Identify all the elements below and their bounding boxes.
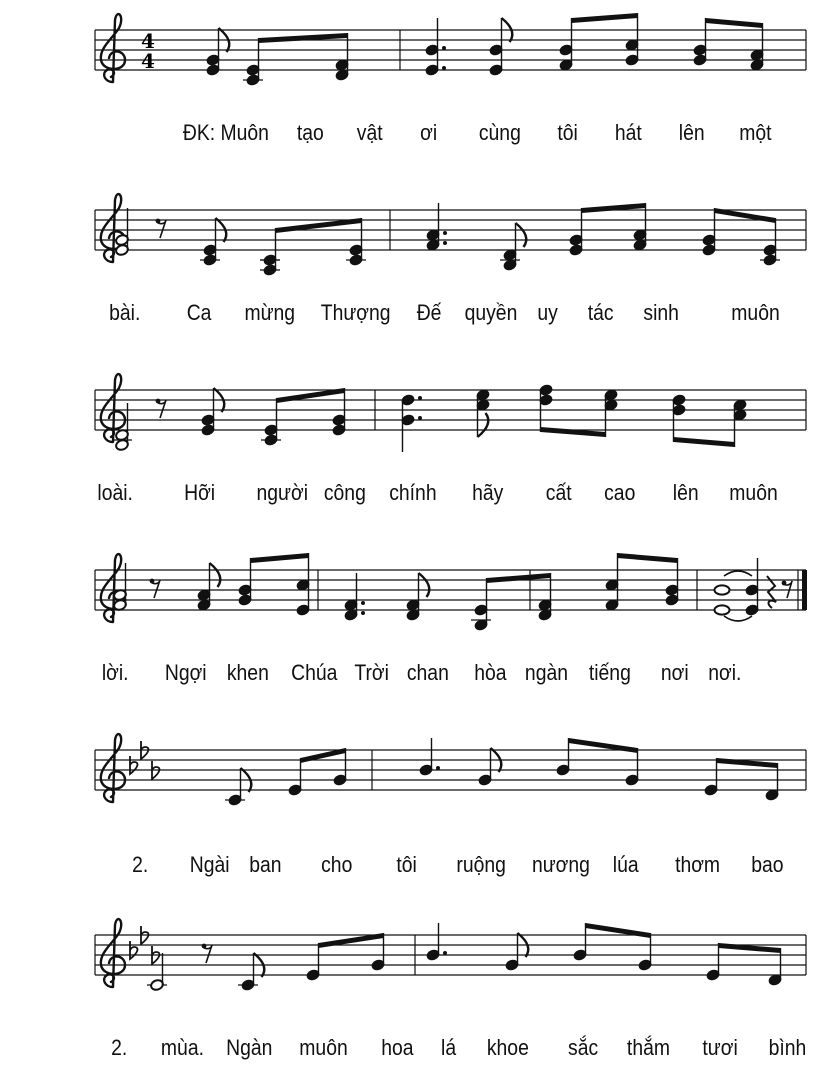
time-signature-bottom: 4 <box>141 49 155 73</box>
dot <box>418 416 422 420</box>
dot <box>361 601 365 605</box>
lyric-syllable: tôi <box>396 852 417 877</box>
lyric-syllable: hoa <box>381 1035 414 1060</box>
lyric-syllable: chan <box>406 660 449 685</box>
lyric-syllable: 2. <box>132 852 149 877</box>
eighth-rest <box>150 579 155 584</box>
beam <box>586 923 651 938</box>
notehead <box>715 585 730 594</box>
eighth-rest <box>156 219 161 224</box>
lyric-syllable: Đế <box>416 300 442 325</box>
lyric-syllable: cao <box>604 480 636 505</box>
lyric-syllable: lá <box>441 1035 457 1060</box>
lyric-syllable: Thượng <box>320 300 391 325</box>
dot <box>418 396 422 400</box>
lyric-syllable: hãy <box>472 480 504 505</box>
flag <box>516 223 527 247</box>
dot <box>443 231 447 235</box>
system-4 <box>95 553 807 631</box>
final-barline <box>802 570 807 610</box>
lyric-syllable: người <box>256 480 309 505</box>
lyric-syllable: mừng <box>244 300 295 325</box>
lyric-syllable: nơi <box>661 660 689 685</box>
lyric-syllable: uy <box>537 300 558 325</box>
lyric-syllable: lời. <box>101 660 129 685</box>
flag <box>419 573 430 597</box>
lyric-syllable: mùa. <box>161 1035 205 1060</box>
flag <box>210 563 221 587</box>
lyric-syllable: một <box>739 120 772 145</box>
system-1 <box>95 13 806 86</box>
lyric-syllable: hát <box>614 120 642 145</box>
system-6 <box>95 919 806 991</box>
lyric-syllable: công <box>323 480 366 505</box>
beam <box>674 437 735 447</box>
lyric-syllable: quyền <box>464 300 517 325</box>
beam <box>572 13 638 23</box>
lyric-syllable: lên <box>678 120 705 145</box>
lyric-syllable: Ngàn <box>225 1035 273 1060</box>
tie <box>724 616 752 621</box>
dot <box>361 611 365 615</box>
lyric-syllable: Ca <box>186 300 212 325</box>
beam <box>706 18 763 28</box>
lyric-syllable: sắc <box>567 1035 599 1060</box>
lyric-syllable: tạo <box>296 120 324 145</box>
time-signature-top: 4 <box>141 29 155 53</box>
treble-clef-icon <box>101 554 125 622</box>
lyric-syllable: loài. <box>97 480 134 505</box>
lyric-syllable: sinh <box>643 300 680 325</box>
treble-clef-icon <box>101 14 125 82</box>
dot <box>443 241 447 245</box>
lyric-syllable: cất <box>545 480 572 505</box>
lyric-syllable: tươi <box>702 1035 739 1060</box>
lyric-syllable: muôn <box>299 1035 348 1060</box>
lyric-syllable: ngàn <box>525 660 569 685</box>
lyric-syllable: cùng <box>478 120 521 145</box>
lyric-syllable: hòa <box>474 660 507 685</box>
lyric-syllable: muôn <box>731 300 780 325</box>
lyric-syllable: muôn <box>729 480 778 505</box>
notehead <box>715 605 730 614</box>
lyric-syllable: ban <box>249 852 282 877</box>
lyric-syllable: nương <box>531 852 590 877</box>
lyric-syllable: Ngợi <box>164 660 207 685</box>
tie <box>724 571 752 576</box>
lyric-syllable: lúa <box>612 852 639 877</box>
system-5 <box>95 734 806 806</box>
treble-clef-icon <box>101 919 125 987</box>
lyric-syllable: thơm <box>674 852 720 877</box>
flat-icon <box>130 941 137 959</box>
lyric-syllable: Chúa <box>290 660 338 685</box>
dot <box>442 66 446 70</box>
lyric-syllable: ruộng <box>456 852 507 877</box>
lyric-syllable: cho <box>321 852 353 877</box>
lyric-syllable: khen <box>226 660 269 685</box>
lyric-syllable: bao <box>751 852 784 877</box>
eighth-rest <box>202 944 207 949</box>
flat-icon <box>130 756 137 774</box>
lyric-syllable: nơi. <box>708 660 742 685</box>
lyric-syllable: bài. <box>109 300 141 325</box>
lyric-syllable: Hỡi <box>183 480 215 505</box>
lyric-syllable: Trời <box>354 660 389 685</box>
beam <box>487 573 551 583</box>
lyric-syllable: tác <box>587 300 614 325</box>
dot <box>442 46 446 50</box>
flag <box>478 413 489 437</box>
dot <box>443 951 447 955</box>
eighth-rest <box>156 399 161 404</box>
beam <box>618 553 678 563</box>
lyric-syllable: bình <box>768 1035 807 1060</box>
lyric-syllable: ơi <box>420 120 438 145</box>
lyric-syllable: Ngài <box>189 852 230 877</box>
beam <box>582 203 646 213</box>
system-3 <box>95 374 806 452</box>
lyric-syllable: ĐK: Muôn <box>182 120 269 145</box>
lyric-syllable: tôi <box>557 120 578 145</box>
lyric-syllable: chính <box>389 480 437 505</box>
lyric-syllable: tiếng <box>588 660 631 685</box>
beam <box>251 553 309 563</box>
lyric-syllable: lên <box>672 480 699 505</box>
beam <box>569 738 638 753</box>
lyric-syllable: thắm <box>627 1035 671 1060</box>
dot <box>436 766 440 770</box>
beam <box>541 427 606 437</box>
quarter-rest <box>767 576 776 608</box>
treble-clef-icon <box>101 734 125 802</box>
lyric-syllable: 2. <box>111 1035 128 1060</box>
lyric-syllable: vật <box>356 120 383 145</box>
system-2 <box>95 194 806 276</box>
lyric-syllable: khoe <box>486 1035 529 1060</box>
beam <box>259 33 348 43</box>
